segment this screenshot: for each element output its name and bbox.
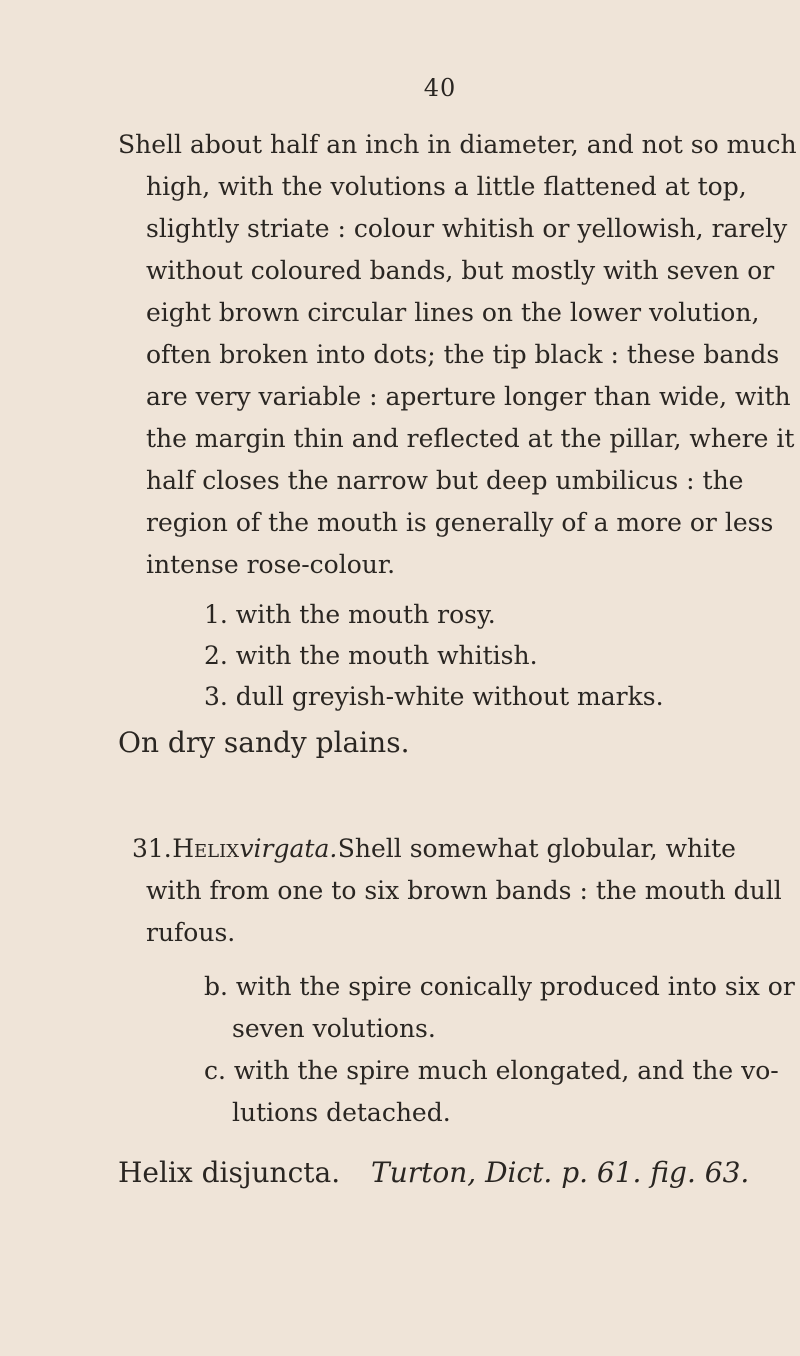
- species-name: virgata.: [239, 834, 338, 863]
- habitat-note: On dry sandy plains.: [118, 726, 410, 759]
- species-number: 31.: [132, 834, 172, 863]
- variety-item: 1. with the mouth rosy.: [204, 600, 496, 629]
- paragraph-line: often broken into dots; the tip black : these bands: [146, 340, 780, 369]
- paragraph-line: Shell about half an inch in diameter, and not so much: [118, 130, 797, 159]
- species-description-start: Shell somewhat globular, white: [337, 834, 736, 863]
- paragraph-line: eight brown circular lines on the lower volution,: [146, 298, 760, 327]
- species-genus: Helix: [172, 834, 240, 863]
- paragraph-line: without coloured bands, but mostly with seven or: [146, 256, 775, 285]
- synonym-reference: Turton, Dict. p. 61. fig. 63.: [371, 1156, 750, 1189]
- variety-item-continuation: seven volutions.: [232, 1014, 436, 1043]
- variety-item: 3. dull greyish-white without marks.: [204, 682, 664, 711]
- paragraph-line: intense rose-colour.: [146, 550, 396, 579]
- paragraph-line: are very variable : aperture longer than wide, with: [146, 382, 791, 411]
- species-description-line: with from one to six brown bands : the mouth dull: [146, 876, 782, 905]
- paragraph-line: slightly striate : colour whitish or yellowish, rarely: [146, 214, 788, 243]
- paragraph-line: half closes the narrow but deep umbilicus : the: [146, 466, 744, 495]
- paragraph-line: the margin thin and reflected at the pillar, where it: [146, 424, 795, 453]
- species-heading-line: [132, 834, 736, 864]
- species-description-line: rufous.: [146, 918, 236, 947]
- variety-item: 2. with the mouth whitish.: [204, 641, 538, 670]
- variety-item: b. with the spire conically produced into six or: [204, 972, 795, 1001]
- synonym-name: Helix disjuncta.: [118, 1156, 341, 1189]
- paragraph-line: region of the mouth is generally of a more or less: [146, 508, 774, 537]
- page-number: 40: [423, 74, 457, 102]
- variety-item-continuation: lutions detached.: [232, 1098, 451, 1127]
- paragraph-line: high, with the volutions a little flattened at top,: [146, 172, 747, 201]
- variety-item: c. with the spire much elongated, and the vo-: [204, 1056, 779, 1085]
- synonym-line: [118, 1158, 749, 1188]
